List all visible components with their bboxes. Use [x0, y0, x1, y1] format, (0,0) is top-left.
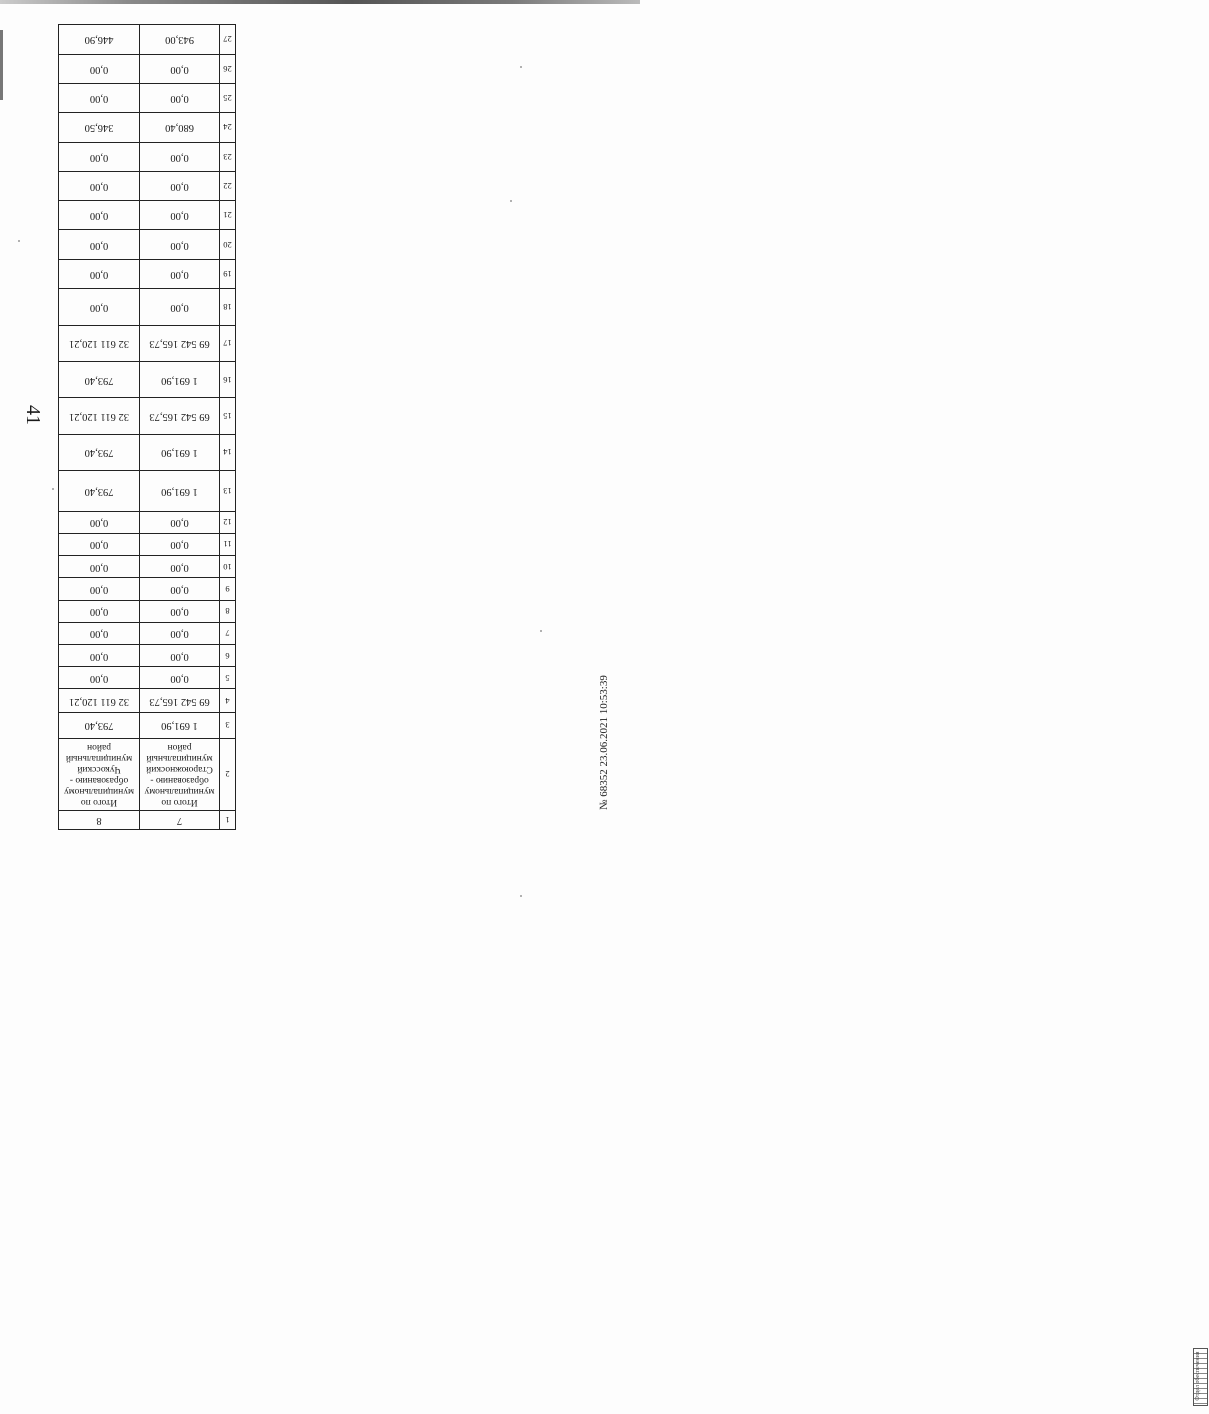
table-cell: 69 542 165,73: [140, 325, 220, 361]
table-column-row: [59, 810, 236, 829]
table-cell: 0,00: [59, 259, 140, 288]
summary-table-rotated: [59, 24, 236, 830]
table-column-row: [59, 556, 236, 578]
table-cell: 0,00: [140, 230, 220, 259]
table-column-row: [59, 511, 236, 533]
table-column-row: [59, 142, 236, 171]
table-cell: 0,00: [140, 600, 220, 622]
summary-table: [58, 24, 236, 830]
registration-number: № 68352 23.06.2021 10:53:39: [598, 675, 610, 810]
table-column-row: [59, 434, 236, 470]
registration-block: [594, 588, 1201, 1401]
table-cell: 1 691,90: [140, 712, 220, 738]
table-column-row: [59, 230, 236, 259]
scan-speck: [52, 488, 54, 490]
row-number: 8: [59, 810, 140, 829]
table-cell: 0,00: [140, 667, 220, 689]
table-cell: 793,40: [59, 471, 140, 511]
column-number: 27: [220, 25, 236, 55]
table-cell: 69 542 165,73: [140, 689, 220, 712]
column-number: 8: [220, 600, 236, 622]
table-cell: 680,40: [140, 113, 220, 142]
row-number: 7: [140, 810, 220, 829]
table-column-row: [59, 113, 236, 142]
table-cell: 943,00: [140, 25, 220, 55]
table-cell: 0,00: [140, 54, 220, 83]
table-cell: 69 542 165,73: [140, 398, 220, 434]
scan-left-mark: [0, 30, 3, 100]
column-number: 7: [220, 622, 236, 644]
column-number: 26: [220, 54, 236, 83]
table-column-row: [59, 471, 236, 511]
column-number: 5: [220, 667, 236, 689]
table-column-row: [59, 600, 236, 622]
table-column-row: [59, 289, 236, 325]
table-cell: 793,40: [59, 361, 140, 397]
table-column-row: [59, 712, 236, 738]
table-column-row: [59, 645, 236, 667]
municipality-name: Итого по муниципальному образованию - Чукосский муниципальный район: [59, 739, 140, 811]
scan-speck: [18, 240, 20, 242]
table-cell: 793,40: [59, 434, 140, 470]
table-cell: 32 611 120,21: [59, 398, 140, 434]
table-cell: 0,00: [59, 667, 140, 689]
table-cell: 0,00: [59, 289, 140, 325]
table-cell: 0,00: [140, 533, 220, 555]
column-number: 24: [220, 113, 236, 142]
table-cell: 0,00: [59, 533, 140, 555]
column-number: 4: [220, 689, 236, 712]
column-number: 9: [220, 578, 236, 600]
table-cell: 0,00: [140, 622, 220, 644]
column-number: 6: [220, 645, 236, 667]
table-cell: 1 691,90: [140, 361, 220, 397]
column-number: 20: [220, 230, 236, 259]
table-column-row: [59, 201, 236, 230]
registration-stamp: [1193, 1348, 1208, 1406]
table-cell: 32 611 120,21: [59, 325, 140, 361]
column-number: 12: [220, 511, 236, 533]
table-cell: 0,00: [59, 556, 140, 578]
table-cell: 0,00: [140, 171, 220, 200]
column-number: 25: [220, 83, 236, 112]
table-cell: 0,00: [140, 289, 220, 325]
table-cell: 446,90: [59, 25, 140, 55]
column-number: 1: [220, 810, 236, 829]
table-column-row: [59, 259, 236, 288]
column-number: 23: [220, 142, 236, 171]
column-number: 22: [220, 171, 236, 200]
column-number: 11: [220, 533, 236, 555]
scan-speck: [540, 630, 542, 632]
column-number: 18: [220, 289, 236, 325]
table-cell: 0,00: [140, 511, 220, 533]
column-number: 15: [220, 398, 236, 434]
scan-speck: [510, 200, 512, 202]
table-column-row: [59, 739, 236, 811]
table-cell: 0,00: [59, 230, 140, 259]
table-cell: 0,00: [59, 622, 140, 644]
column-number: 16: [220, 361, 236, 397]
table-cell: 0,00: [59, 83, 140, 112]
table-cell: 0,00: [140, 201, 220, 230]
table-cell: 0,00: [59, 171, 140, 200]
table-cell: 32 611 120,21: [59, 689, 140, 712]
table-cell: 0,00: [140, 645, 220, 667]
table-cell: 0,00: [59, 511, 140, 533]
scan-speck: [520, 66, 522, 68]
column-number: 19: [220, 259, 236, 288]
table-column-row: [59, 171, 236, 200]
column-number: 2: [220, 739, 236, 811]
column-number: 10: [220, 556, 236, 578]
table-cell: 1 691,90: [140, 471, 220, 511]
table-column-row: [59, 325, 236, 361]
table-column-row: [59, 667, 236, 689]
table-column-row: [59, 398, 236, 434]
scan-speck: [520, 895, 522, 897]
table-cell: 0,00: [59, 201, 140, 230]
table-cell: 0,00: [140, 578, 220, 600]
column-number: 14: [220, 434, 236, 470]
table-cell: 0,00: [59, 142, 140, 171]
table-cell: 0,00: [140, 259, 220, 288]
column-number: 17: [220, 325, 236, 361]
stamp-text: Отдел обеспечения: [1195, 1351, 1201, 1401]
table-cell: 346,50: [59, 113, 140, 142]
column-number: 13: [220, 471, 236, 511]
scan-top-edge: [0, 0, 640, 4]
column-number: 21: [220, 201, 236, 230]
table-column-row: [59, 83, 236, 112]
table-column-row: [59, 25, 236, 55]
table-cell: 0,00: [59, 600, 140, 622]
table-cell: 0,00: [140, 83, 220, 112]
page-number: 41: [22, 405, 44, 425]
table-column-row: [59, 361, 236, 397]
table-column-row: [59, 533, 236, 555]
table-cell: 0,00: [140, 142, 220, 171]
table-column-row: [59, 54, 236, 83]
table-cell: 1 691,90: [140, 434, 220, 470]
table-cell: 0,00: [59, 578, 140, 600]
table-cell: 0,00: [59, 645, 140, 667]
table-cell: 0,00: [59, 54, 140, 83]
table-cell: 0,00: [140, 556, 220, 578]
table-column-row: [59, 578, 236, 600]
table-column-row: [59, 622, 236, 644]
table-column-row: [59, 689, 236, 712]
municipality-name: Итого по муниципальному образованию - Староюжноский муниципальный район: [140, 739, 220, 811]
table-cell: 793,40: [59, 712, 140, 738]
column-number: 3: [220, 712, 236, 738]
